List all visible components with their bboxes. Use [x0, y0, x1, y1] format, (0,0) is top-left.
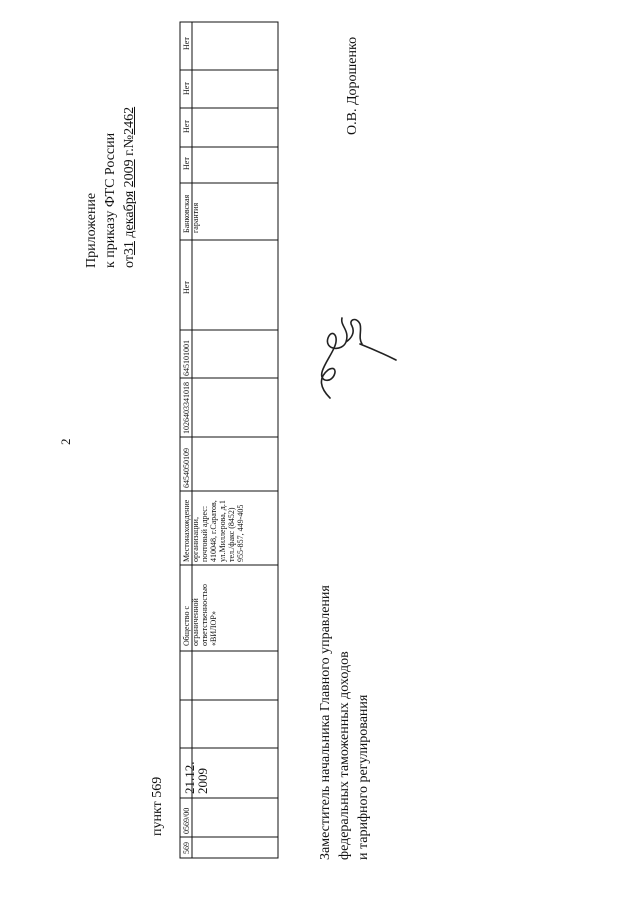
cell-col14: Нет [182, 157, 191, 170]
order-number: 2462 [122, 106, 137, 135]
header-line-appendix: Приложение [84, 192, 99, 268]
cell-col16: Нет [182, 82, 191, 95]
cell-kpp: 645101001 [182, 340, 191, 376]
date-year: 2009 [122, 159, 137, 188]
year-suffix: г. [122, 148, 137, 156]
signatory-title-line3: и тарифного регулирования [356, 694, 371, 860]
cell-number: 569 [182, 842, 191, 854]
cell-date: 21.12. 2009 [182, 761, 210, 794]
cell-code: 0569/00 [182, 807, 191, 834]
date-day: 31 [122, 241, 137, 256]
header-line-order: к приказу ФТС России [103, 132, 118, 268]
cell-ogrn: 1026403341018 [182, 382, 191, 434]
cell-organization: Общество с ограниченной ответственностью «ВИЛОР» [182, 583, 218, 646]
section-label: пункт 569 [150, 776, 165, 836]
signatory-name: О.В. Дорошенко [345, 36, 360, 135]
cell-col17: Нет [182, 37, 191, 50]
cell-inn: 6454050109 [182, 448, 191, 488]
cell-address: Местонахождение организации, почтовый адрес: 410048, г.Саратов, ул.Миллерова, д.1 тел./факс (8452) 955-857, 449-405 [182, 499, 245, 562]
signatory-title-line2: федеральных таможенных доходов [337, 651, 352, 860]
date-month: декабря [122, 190, 137, 238]
handwritten-signature [300, 308, 410, 408]
cell-guarantee: Банковская гарантия [182, 194, 200, 233]
signatory-title-line1: Заместитель начальника Главного управления [318, 585, 333, 860]
cell-col15: Нет [182, 120, 191, 133]
page-number: 2 [58, 438, 73, 445]
date-prefix: от [122, 255, 137, 268]
cell-col12: Нет [182, 281, 191, 294]
order-prefix: № [122, 134, 137, 149]
